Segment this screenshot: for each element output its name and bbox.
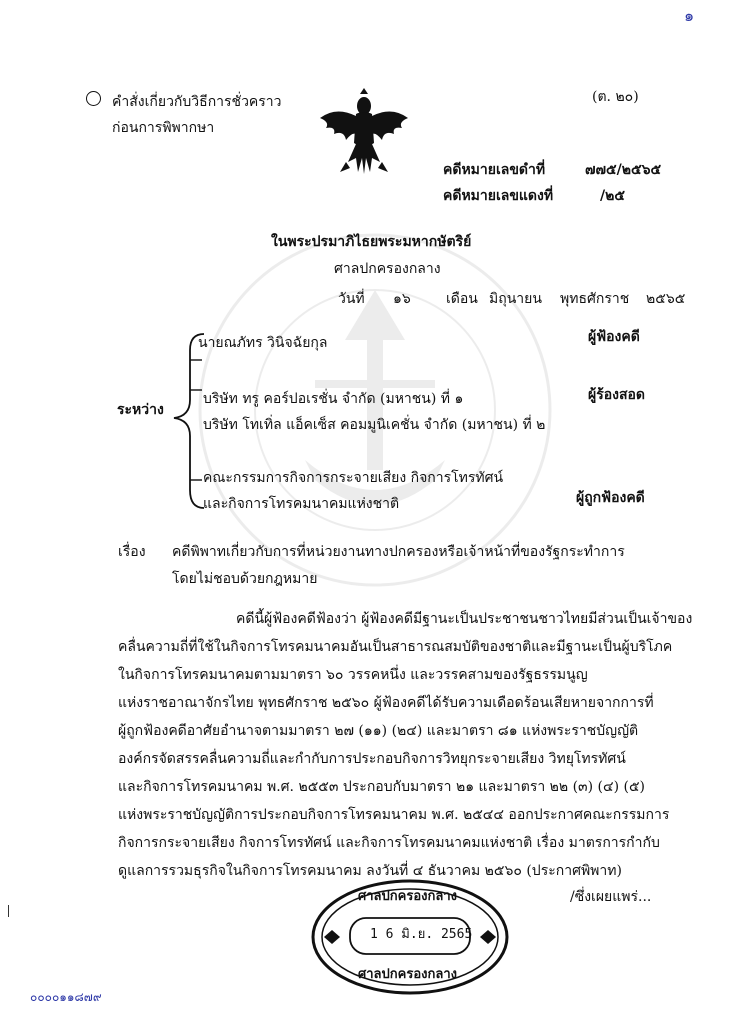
body-line: แห่งพระราชบัญญัติการประกอบกิจการโทรคมนาคม พ.ศ. ๒๕๔๔ ออกประกาศคณะกรรมการ: [118, 807, 670, 823]
page-number: ๑: [684, 6, 695, 25]
defendant-line2: และกิจการโทรคมนาคมแห่งชาติ: [203, 496, 400, 512]
body-line: กิจการกระจายเสียง กิจการโทรทัศน์ และกิจการโทรคมนาคมแห่งชาติ เรื่อง มาตรการกำกับ: [118, 835, 660, 851]
stamp-bottom-text: ศาลปกครองกลาง: [358, 967, 457, 982]
body-line: คลื่นความถี่ที่ใช้ในกิจการโทรคมนาคมอันเป็นสาธารณสมบัติของชาติและมีฐานะเป็นผู้บริโภค: [118, 639, 673, 655]
defendant-line1: คณะกรรมการกิจการกระจายเสียง กิจการโทรทัศน์: [203, 470, 504, 486]
court-seal-watermark: [195, 230, 555, 590]
form-code: (ต. ๒๐): [592, 89, 639, 105]
order-type-radio[interactable]: [86, 91, 101, 106]
year-label: พุทธศักราช: [560, 291, 630, 307]
black-case-label: คดีหมายเลขดำที่: [443, 162, 546, 178]
court-name: ศาลปกครองกลาง: [334, 261, 441, 277]
subject-line2: โดยไม่ชอบด้วยกฎหมาย: [172, 571, 318, 587]
month-value: มิถุนายน: [489, 291, 542, 307]
body-line: แห่งราชอาณาจักรไทย พุทธศักราช ๒๕๖๐ ผู้ฟ้องคดีได้รับความเดือดร้อนเสียหายจากการที่: [118, 695, 654, 711]
body-line: และกิจการโทรคมนาคม พ.ศ. ๒๕๕๓ ประกอบกับมาตรา ๒๑ และมาตรา ๒๒ (๓) (๔) (๕): [118, 779, 646, 795]
body-line: ในกิจการโทรคมนาคมตามมาตรา ๖๐ วรรคหนึ่ง และวรรคสามของรัฐธรรมนูญ: [118, 667, 588, 683]
body-line: ผู้ถูกฟ้องคดีอาศัยอำนาจตามมาตรา ๒๗ (๑๑) (๒๔) และมาตรา ๘๑ แห่งพระราชบัญญัติ: [118, 723, 639, 739]
defendant-role: ผู้ถูกฟ้องคดี: [576, 490, 645, 506]
body-line: ดูแลการรวมธุรกิจในกิจการโทรคมนาคม ลงวันที่ ๔ ธันวาคม ๒๕๖๐ (ประกาศพิพาท): [118, 863, 622, 879]
red-case-label: คดีหมายเลขแดงที่: [443, 188, 554, 204]
intervener-role: ผู้ร้องสอด: [588, 387, 646, 403]
stamp-date: 1 6 มิ.ย. 2565: [370, 927, 473, 942]
subject-label: เรื่อง: [118, 544, 146, 560]
date-label: วันที่: [338, 291, 365, 307]
intervener-1: บริษัท ทรู คอร์ปอเรชั่น จำกัด (มหาชน) ที่ ๑: [203, 391, 464, 407]
between-label: ระหว่าง: [117, 402, 164, 418]
stamp-top-text: ศาลปกครองกลาง: [358, 889, 457, 904]
body-line: คดีนี้ผู้ฟ้องคดีฟ้องว่า ผู้ฟ้องคดีมีฐานะเป็นประชาชนชาวไทยมีส่วนเป็นเจ้าของ: [236, 611, 693, 627]
year-value: ๒๕๖๕: [646, 291, 686, 307]
footer-code: ๐๐๐๐๑๑๘๗๙: [30, 990, 102, 1004]
subject-line1: คดีพิพาทเกี่ยวกับการที่หน่วยงานทางปกครองหรือเจ้าหน้าที่ของรัฐกระทำการ: [172, 544, 625, 560]
black-case-number: ๗๗๕/๒๕๖๕: [585, 162, 662, 178]
continuation-text: /ซึ่งเผยแพร่...: [570, 889, 652, 905]
date-day: ๑๖: [393, 291, 411, 307]
body-line: องค์กรจัดสรรคลื่นความถี่และกำกับการประกอบกิจการวิทยุกระจายเสียง วิทยุโทรทัศน์: [118, 751, 626, 767]
order-label-line2: ก่อนการพิพากษา: [112, 120, 215, 136]
royal-phrase: ในพระปรมาภิไธยพระมหากษัตริย์: [271, 234, 472, 250]
red-case-number: /๒๕: [600, 188, 625, 204]
garuda-emblem-icon: [316, 88, 412, 178]
order-label-line1: คำสั่งเกี่ยวกับวิธีการชั่วคราว: [112, 94, 282, 110]
court-received-stamp: [310, 878, 510, 996]
plaintiff-role: ผู้ฟ้องคดี: [588, 329, 640, 345]
parties-brace: [168, 330, 208, 515]
intervener-2: บริษัท โทเทิ่ล แอ็คเซ็ส คอมมูนิเคชั่น จำกัด (มหาชน) ที่ ๒: [203, 417, 546, 433]
margin-mark: [8, 905, 9, 917]
plaintiff-name: นายณภัทร วินิจฉัยกุล: [198, 335, 328, 351]
month-label: เดือน: [446, 291, 478, 307]
